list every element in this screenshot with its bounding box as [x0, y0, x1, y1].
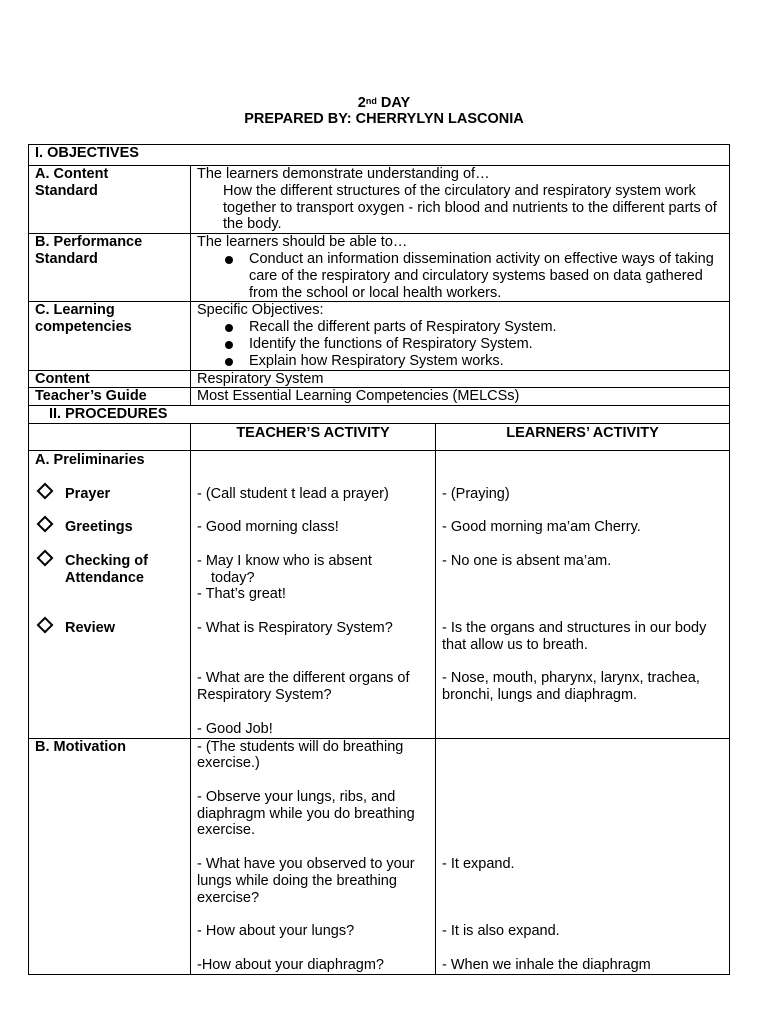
attendance-teacher-2: today? — [211, 569, 255, 586]
performance-standard-label-1: B. Performance — [35, 234, 143, 251]
attendance-label-1: Checking of — [65, 552, 148, 569]
diamond-bullet-icon — [37, 549, 54, 566]
objectives-heading: I. OBJECTIVES — [29, 145, 730, 166]
day-number: 2 — [357, 95, 366, 111]
content-value: Respiratory System — [191, 370, 730, 388]
review-teacher-q3: - Good Job! — [197, 720, 273, 737]
learning-competencies-intro: Specific Objectives: — [197, 302, 324, 319]
motivation-learner-5: - When we inhale the diaphragm — [442, 956, 651, 973]
preliminaries-label-cell — [29, 450, 191, 738]
attendance-label-2: Attendance — [65, 569, 144, 586]
learning-competencies-row — [29, 302, 730, 370]
attendance-learner: - No one is absent ma’am. — [442, 552, 612, 569]
motivation-teacher-1: - (The students will do breathing exercise.) — [197, 738, 404, 772]
performance-standard-value — [191, 234, 730, 302]
teachers-guide-row — [29, 388, 730, 406]
day-title — [0, 95, 768, 112]
preliminaries-row — [29, 450, 730, 738]
lesson-plan-table — [28, 144, 730, 975]
preliminaries-teacher-cell — [191, 450, 436, 738]
preliminaries-label: A. Preliminaries — [35, 451, 145, 468]
performance-standard-list — [197, 251, 723, 301]
greetings-teacher: - Good morning class! — [197, 519, 339, 536]
review-item — [35, 620, 184, 637]
list-item: Explain how Respiratory System works. — [197, 353, 723, 370]
content-row — [29, 370, 730, 388]
motivation-learner-cell — [436, 738, 730, 974]
learning-competencies-list — [197, 319, 723, 369]
learning-competencies-label — [29, 302, 191, 370]
teacher-activity-header: TEACHER’S ACTIVITY — [191, 423, 436, 450]
content-standard-label — [29, 166, 191, 234]
motivation-learner-4: - It is also expand. — [442, 923, 560, 940]
greetings-learner: - Good morning ma’am Cherry. — [442, 519, 641, 536]
attendance-item — [35, 553, 184, 587]
learning-competencies-label-2: competencies — [35, 319, 132, 336]
learning-competencies-label-1: C. Learning — [35, 302, 115, 319]
diamond-bullet-icon — [37, 482, 54, 499]
prayer-learner: - (Praying) — [442, 485, 510, 502]
attendance-label — [65, 553, 148, 587]
motivation-learner-3: - It expand. — [442, 856, 515, 873]
review-learner-a2: - Nose, mouth, pharynx, larynx, trachea, bronchi, lungs and diaphragm. — [442, 670, 700, 704]
procedures-blank-header — [29, 423, 191, 450]
day-word: DAY — [380, 95, 411, 111]
content-standard-text: How the different structures of the circulatory and respiratory system work together to transport oxygen - rich blood and nutrients to the different parts of the body. — [223, 182, 717, 233]
content-standard-row — [29, 166, 730, 234]
procedures-heading-row — [29, 406, 730, 424]
performance-standard-row — [29, 234, 730, 302]
prepared-by: PREPARED BY: CHERRYLYN LASCONIA — [244, 111, 524, 127]
review-label: Review — [65, 619, 115, 636]
performance-standard-label-2: Standard — [35, 250, 98, 267]
content-label: Content — [29, 370, 191, 388]
prayer-label: Prayer — [65, 485, 111, 502]
learning-competencies-value — [191, 302, 730, 370]
procedures-columns-row — [29, 423, 730, 450]
motivation-teacher-cell — [191, 738, 436, 974]
list-item: Conduct an information dissemination activity on effective ways of taking care of the respiratory and circulatory systems based on data gathered from the school or local health workers. — [197, 251, 723, 301]
objectives-heading-row — [29, 145, 730, 166]
attendance-teacher-1: - May I know who is absent — [197, 552, 372, 569]
review-learner-a1: - Is the organs and structures in our body that allow us to breath. — [442, 619, 707, 653]
prayer-teacher: - (Call student t lead a prayer) — [197, 485, 389, 502]
greetings-label: Greetings — [65, 519, 133, 536]
preliminaries-learner-cell — [436, 450, 730, 738]
motivation-row — [29, 738, 730, 974]
performance-standard-intro: The learners should be able to… — [197, 234, 408, 251]
review-teacher-q1: - What is Respiratory System? — [197, 619, 393, 636]
review-teacher-q2: - What are the different organs of Respiratory System? — [197, 670, 410, 704]
content-standard-label-2: Standard — [35, 182, 98, 199]
attendance-teacher-3: - That’s great! — [197, 586, 286, 603]
content-standard-intro: The learners demonstrate understanding of… — [197, 166, 490, 182]
prayer-item — [35, 486, 184, 503]
teachers-guide-value: Most Essential Learning Competencies (MELCSs) — [191, 388, 730, 406]
motivation-teacher-5: -How about your diaphragm? — [197, 956, 384, 973]
motivation-teacher-4: - How about your lungs? — [197, 923, 355, 940]
list-item: Recall the different parts of Respiratory System. — [197, 319, 723, 336]
day-suffix: nd — [365, 96, 377, 106]
list-item: Identify the functions of Respiratory System. — [197, 336, 723, 353]
procedures-heading: II. PROCEDURES — [29, 406, 730, 424]
motivation-teacher-2: - Observe your lungs, ribs, and diaphragm while you do breathing exercise. — [197, 788, 415, 839]
content-standard-label-1: A. Content — [35, 166, 109, 182]
greetings-item — [35, 519, 184, 536]
diamond-bullet-icon — [37, 616, 54, 633]
teachers-guide-label: Teacher’s Guide — [29, 388, 191, 406]
motivation-label: B. Motivation — [29, 738, 191, 974]
motivation-teacher-3: - What have you observed to your lungs while doing the breathing exercise? — [197, 856, 415, 906]
learner-activity-header: LEARNERS’ ACTIVITY — [436, 423, 730, 450]
content-standard-value — [191, 166, 730, 234]
diamond-bullet-icon — [37, 516, 54, 533]
performance-standard-label — [29, 234, 191, 302]
